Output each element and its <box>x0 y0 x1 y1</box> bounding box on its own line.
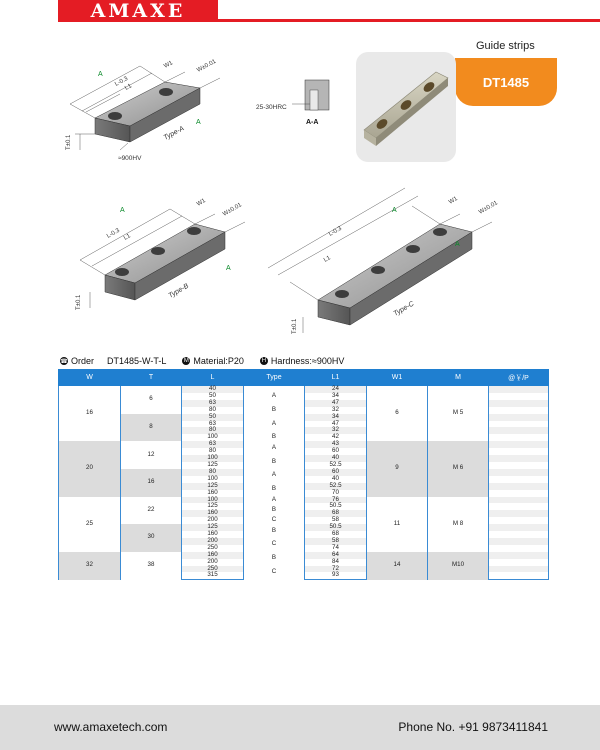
table-row <box>59 552 549 559</box>
hole-icon <box>115 268 129 276</box>
hole-icon <box>371 266 385 274</box>
cell-type: B <box>244 552 305 566</box>
cell-price <box>489 510 549 517</box>
section-marker: A <box>226 265 231 272</box>
cell-w: 32 <box>59 552 121 580</box>
cell-price <box>489 421 549 428</box>
cell-t: 6 <box>121 386 182 414</box>
cell-w: 25 <box>59 497 121 552</box>
cell-l1: 34 <box>305 414 367 421</box>
cell-l1: 60 <box>305 448 367 455</box>
type-b-label: Type-B <box>167 282 191 300</box>
cell-l: 50 <box>182 393 244 400</box>
cell-m: M 6 <box>428 441 489 496</box>
dim-label: W±0.01 <box>478 200 499 216</box>
footer-phone: Phone No. +91 9873411841 <box>398 720 548 734</box>
cell-l: 40 <box>182 386 244 393</box>
cell-price <box>489 434 549 441</box>
cell-l1: 43 <box>305 441 367 448</box>
cell-l1: 50.5 <box>305 503 367 510</box>
cell-price <box>489 503 549 510</box>
cell-price <box>489 427 549 434</box>
order-item <box>60 356 166 366</box>
cell-l: 250 <box>182 545 244 552</box>
dim-label: L-0.3 <box>328 225 343 238</box>
dim-label: W±0.01 <box>196 58 218 74</box>
cell-l1: 47 <box>305 421 367 428</box>
type-a-label: Type-A <box>162 125 186 142</box>
material-value: Material:P20 <box>193 356 244 366</box>
hole-icon <box>433 228 447 236</box>
cell-w1: 11 <box>367 497 428 552</box>
cell-type: A <box>244 441 305 455</box>
section-marker: A <box>392 207 397 214</box>
header-w: W <box>59 370 121 386</box>
cell-l1: 68 <box>305 510 367 517</box>
cell-m: M 8 <box>428 497 489 552</box>
cell-type: B <box>244 524 305 538</box>
hole-icon <box>108 112 122 120</box>
dim-label: W1 <box>448 196 459 206</box>
cell-price <box>489 400 549 407</box>
phone-icon: ☎ <box>60 358 68 365</box>
dim-label: L1 <box>323 255 332 264</box>
cell-l: 200 <box>182 517 244 524</box>
cell-l1: 93 <box>305 572 367 579</box>
table-row <box>59 497 549 504</box>
order-info <box>60 356 344 366</box>
section-title: Guide strips <box>476 40 535 52</box>
cell-price <box>489 448 549 455</box>
cell-price <box>489 441 549 448</box>
cell-w1: 6 <box>367 386 428 442</box>
cell-l: 63 <box>182 400 244 407</box>
hrc-label: 25-30HRC <box>256 104 287 111</box>
cell-l: 80 <box>182 407 244 414</box>
hole-icon <box>406 245 420 253</box>
section-label: A-A <box>306 119 319 126</box>
cell-type: B <box>244 503 305 517</box>
technical-drawings <box>0 0 600 350</box>
cell-t: 16 <box>121 469 182 497</box>
cell-l: 315 <box>182 572 244 579</box>
hardness-value: Hardness:≈900HV <box>270 356 345 366</box>
header-type: Type <box>244 370 305 386</box>
header-w1: W1 <box>367 370 428 386</box>
dim-label: T±0.1 <box>292 318 298 334</box>
cell-l1: 76 <box>305 497 367 504</box>
header-m: M <box>428 370 489 386</box>
header-l1: L1 <box>305 370 367 386</box>
cell-t: 22 <box>121 497 182 525</box>
section-marker: A <box>120 207 125 214</box>
cell-l: 100 <box>182 497 244 504</box>
header-l: L <box>182 370 244 386</box>
dim-label: W1 <box>163 60 174 70</box>
cell-l1: 52.5 <box>305 462 367 469</box>
cell-t: 38 <box>121 552 182 580</box>
dim-label: W±0.01 <box>222 202 243 218</box>
order-code: DT1485-W-T-L <box>107 356 167 366</box>
cell-price <box>489 407 549 414</box>
header-price: @￥/P <box>489 370 549 386</box>
cell-l1: 58 <box>305 517 367 524</box>
dim-label: L1 <box>123 233 132 242</box>
cell-l1: 52.5 <box>305 483 367 490</box>
cell-l: 160 <box>182 490 244 497</box>
dim-label: L-0.3 <box>114 76 130 88</box>
cell-l1: 47 <box>305 400 367 407</box>
cell-l: 80 <box>182 448 244 455</box>
footer-website[interactable]: www.amaxetech.com <box>54 720 168 734</box>
cell-t: 12 <box>121 441 182 469</box>
spec-table <box>58 369 549 580</box>
cell-l1: 68 <box>305 531 367 538</box>
type-c-label: Type-C <box>392 300 416 318</box>
table-row <box>59 441 549 448</box>
dim-label: L-0.3 <box>106 227 121 240</box>
table-row <box>59 386 549 393</box>
cell-price <box>489 538 549 545</box>
cell-l: 200 <box>182 538 244 545</box>
cell-l1: 64 <box>305 552 367 559</box>
cell-l: 160 <box>182 531 244 538</box>
section-marker: A <box>455 241 460 248</box>
cell-l: 50 <box>182 414 244 421</box>
cell-l1: 60 <box>305 469 367 476</box>
cell-price <box>489 517 549 524</box>
order-label: Order <box>71 356 95 366</box>
cell-m: M10 <box>428 552 489 580</box>
cell-w1: 9 <box>367 441 428 496</box>
hole-icon <box>187 227 201 235</box>
cell-t: 30 <box>121 524 182 552</box>
dim-label: W1 <box>196 198 207 208</box>
cell-l: 100 <box>182 434 244 441</box>
hole-icon <box>159 88 173 96</box>
cell-price <box>489 462 549 469</box>
cell-l1: 32 <box>305 427 367 434</box>
cell-type: A <box>244 497 305 504</box>
type-c-drawing <box>268 188 499 334</box>
dim-label: T±0.1 <box>76 294 82 310</box>
cell-type: C <box>244 538 305 552</box>
cell-price <box>489 469 549 476</box>
cell-w: 16 <box>59 386 121 442</box>
cell-price <box>489 393 549 400</box>
cell-price <box>489 414 549 421</box>
header-t: T <box>121 370 182 386</box>
cell-l: 250 <box>182 566 244 573</box>
cell-price <box>489 483 549 490</box>
cell-l1: 24 <box>305 386 367 393</box>
cell-l: 63 <box>182 441 244 448</box>
brand-name: AMAXE <box>90 0 186 22</box>
cell-type: B <box>244 407 305 414</box>
product-code: DT1485 <box>482 74 530 90</box>
cell-type: C <box>244 517 305 524</box>
cell-price <box>489 545 549 552</box>
dim-label: T±0.1 <box>66 134 72 150</box>
cell-price <box>489 524 549 531</box>
cell-l: 160 <box>182 552 244 559</box>
cell-price <box>489 476 549 483</box>
cell-price <box>489 559 549 566</box>
cell-price <box>489 455 549 462</box>
cell-l1: 40 <box>305 476 367 483</box>
cell-price <box>489 497 549 504</box>
section-a-a-drawing <box>256 80 329 126</box>
cell-l: 125 <box>182 503 244 510</box>
cell-type: B <box>244 455 305 469</box>
section-marker: A <box>196 119 201 126</box>
cell-price <box>489 531 549 538</box>
cell-type: A <box>244 469 305 483</box>
cell-l1: 58 <box>305 538 367 545</box>
hardness-item <box>260 356 344 366</box>
cell-l1: 70 <box>305 490 367 497</box>
hole-icon <box>335 290 349 298</box>
cell-l: 125 <box>182 483 244 490</box>
dim-label: L1 <box>124 83 133 92</box>
cell-l: 100 <box>182 476 244 483</box>
cell-w1: 14 <box>367 552 428 580</box>
cell-l: 200 <box>182 559 244 566</box>
surface-hardness-label: ≈900HV <box>118 155 142 162</box>
section-marker: A <box>98 71 103 78</box>
cell-l1: 72 <box>305 566 367 573</box>
cell-l1: 50.5 <box>305 524 367 531</box>
cell-price <box>489 566 549 573</box>
material-icon: M <box>183 358 189 364</box>
cell-price <box>489 386 549 393</box>
cell-type: C <box>244 566 305 580</box>
hardness-icon: H <box>261 358 267 364</box>
cell-l1: 84 <box>305 559 367 566</box>
cell-type: A <box>244 414 305 435</box>
cell-l1: 74 <box>305 545 367 552</box>
cell-type: B <box>244 434 305 441</box>
cell-l: 125 <box>182 524 244 531</box>
cell-m: M 5 <box>428 386 489 442</box>
cell-type: B <box>244 483 305 497</box>
cell-l: 80 <box>182 427 244 434</box>
type-b-drawing <box>76 198 245 310</box>
cell-w: 20 <box>59 441 121 496</box>
cell-type: A <box>244 386 305 407</box>
material-item <box>182 356 244 366</box>
cell-l1: 42 <box>305 434 367 441</box>
table-header-row <box>59 370 549 386</box>
cell-l1: 34 <box>305 393 367 400</box>
cell-l1: 40 <box>305 455 367 462</box>
cell-l: 160 <box>182 510 244 517</box>
cell-l: 80 <box>182 469 244 476</box>
cell-price <box>489 552 549 559</box>
cell-price <box>489 572 549 579</box>
hole-icon <box>151 247 165 255</box>
cell-t: 8 <box>121 414 182 442</box>
cell-l: 63 <box>182 421 244 428</box>
cell-l: 100 <box>182 455 244 462</box>
type-a-drawing <box>66 58 220 162</box>
cell-l1: 32 <box>305 407 367 414</box>
cell-l: 125 <box>182 462 244 469</box>
cell-price <box>489 490 549 497</box>
